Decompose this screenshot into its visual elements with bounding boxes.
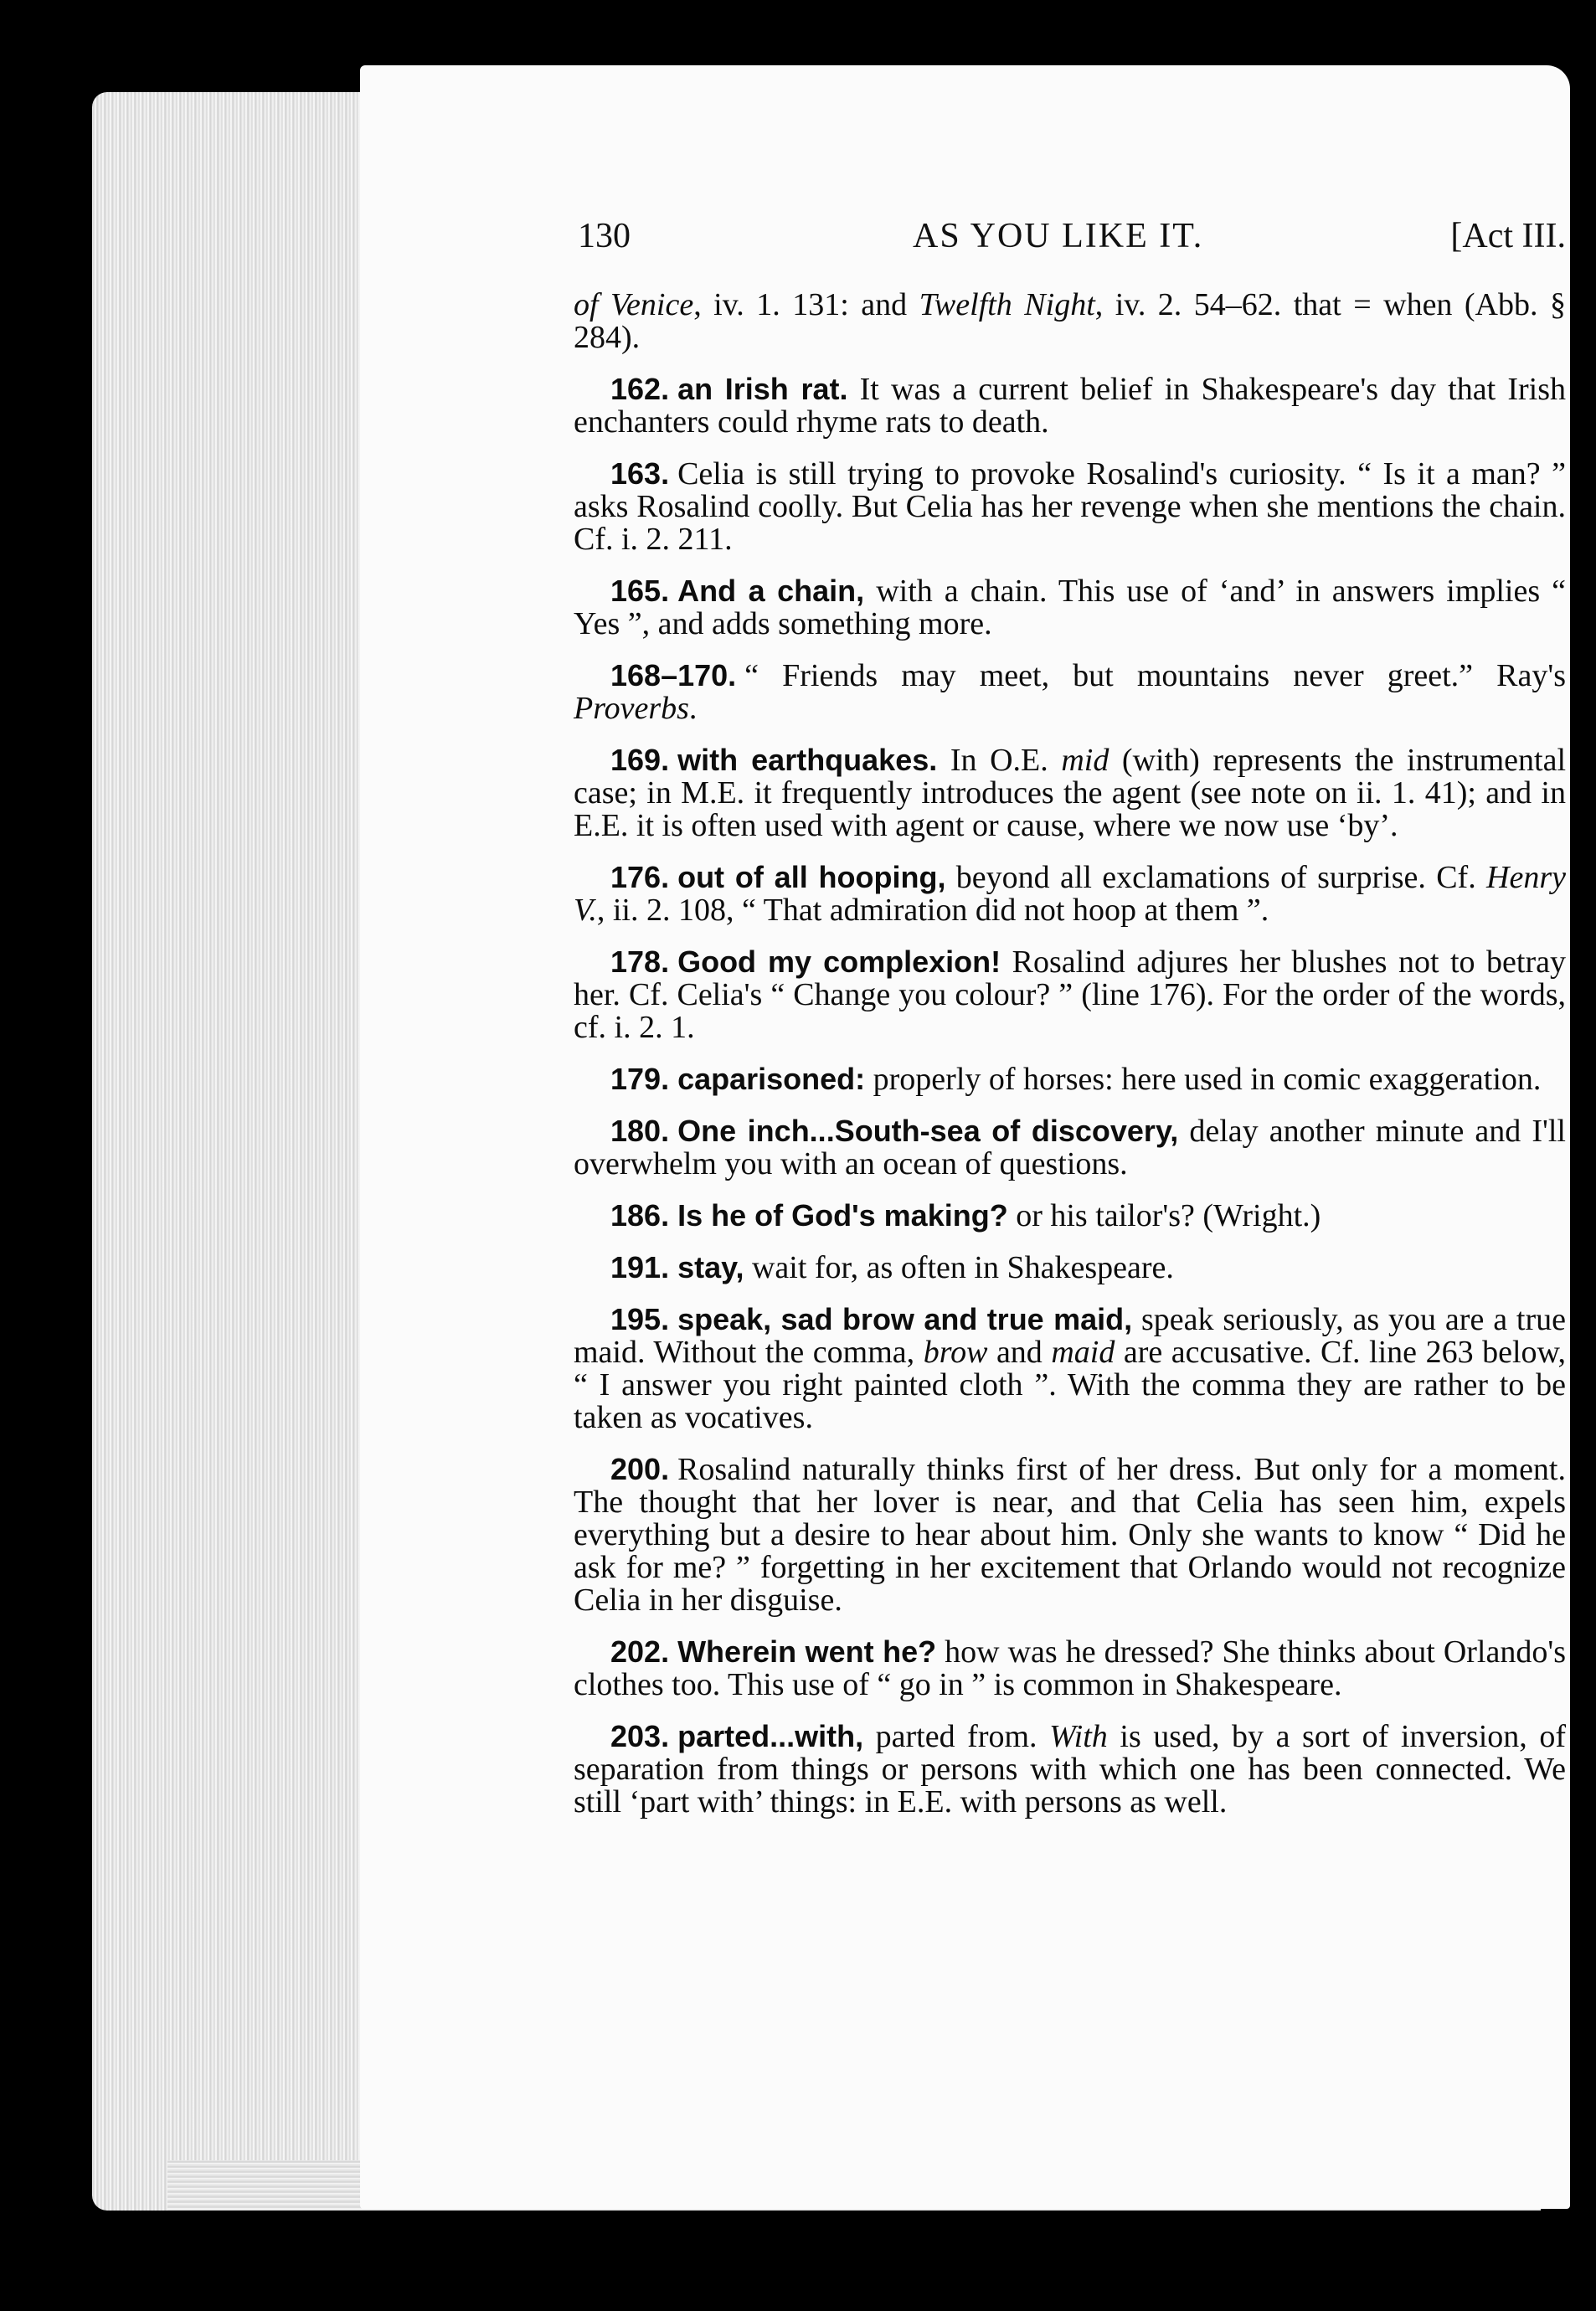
running-title: AS YOU LIKE IT. (913, 217, 1204, 255)
note-paragraph (574, 1063, 1566, 1096)
line-number: 202. (610, 1634, 670, 1669)
act-label: [Act III. (1450, 217, 1566, 255)
page-number: 130 (578, 217, 631, 255)
note-paragraph (574, 1303, 1566, 1434)
italic-text: maid (1051, 1335, 1115, 1370)
lemma: One inch...South-sea of discovery, (677, 1114, 1179, 1148)
lemma: Good my complexion! (677, 944, 1001, 979)
note-text: It was a current belief in Shakespeare's day that Irish enchanters could rhyme rats to death. (574, 372, 1566, 440)
lemma: Wherein went he? (677, 1634, 937, 1669)
note-paragraph (574, 1114, 1566, 1181)
note-paragraph (574, 373, 1566, 439)
book-page-edges (92, 92, 368, 2211)
line-number: 162. (610, 372, 670, 406)
note-text: (with) represents the instrumental case; in M.E. it frequently introduces the agent (see note on ii. 1. 41); and in E.E. it is often used with agent or cause, where we now use ‘by’. (574, 743, 1566, 843)
italic-text: mid (1061, 743, 1109, 778)
line-number: 200. (610, 1452, 670, 1486)
note-text: beyond all exclamations of surprise. Cf. (945, 860, 1487, 895)
lemma: stay, (677, 1250, 744, 1284)
lemma: out of all hooping, (677, 860, 946, 894)
note-text: In O.E. (937, 743, 1062, 778)
note-text: delay another minute and I'll overwhelm you with an ocean of questions. (574, 1114, 1566, 1181)
note-text: “ Friends may meet, but mountains never greet.” Ray's (744, 658, 1566, 693)
note-paragraph (574, 457, 1566, 556)
note-text: or his tailor's? (Wright.) (1007, 1198, 1321, 1233)
lemma: And a chain, (677, 574, 865, 608)
line-number: 203. (610, 1719, 670, 1753)
note-text: , iv. 1. 131: and (693, 287, 919, 322)
note-text: and (987, 1335, 1052, 1370)
line-number: 168–170. (610, 658, 737, 692)
line-number: 195. (610, 1302, 670, 1336)
italic-text: of Venice (574, 287, 694, 322)
note-paragraph (574, 289, 1566, 354)
note-text: speak seriously, as you are a true maid. Without the comma, (574, 1302, 1567, 1370)
lemma: with earthquakes. (677, 743, 938, 777)
note-text: , ii. 2. 108, “ That admiration did not hoop at them ”. (596, 893, 1269, 928)
note-text: wait for, as often in Shakespeare. (744, 1250, 1174, 1285)
lemma: an Irish rat. (677, 372, 848, 406)
note-text: are accusative. Cf. line 263 below, “ I answer you right painted cloth ”. With the comma they are rather to be taken as vocatives. (574, 1335, 1566, 1435)
line-number: 191. (610, 1250, 670, 1284)
line-number: 169. (610, 743, 670, 777)
note-text: how was he dressed? She thinks about Orlando's clothes too. This use of “ go in ” is common in Shakespeare. (574, 1634, 1566, 1702)
lemma: speak, sad brow and true maid, (677, 1302, 1133, 1336)
line-number: 176. (610, 860, 670, 894)
note-text: , iv. 2. 54–62. that = when (Abb. § 284). (574, 287, 1566, 355)
italic-text: brow (923, 1335, 988, 1370)
note-paragraph (574, 659, 1566, 725)
lemma: caparisoned: (677, 1062, 866, 1096)
note-text: with a chain. This use of ‘and’ in answers implies “ Yes ”, and adds something more. (574, 574, 1567, 641)
note-paragraph (574, 945, 1566, 1044)
line-number: 165. (610, 574, 670, 608)
italic-text: Proverbs (574, 691, 689, 726)
note-paragraph (574, 744, 1566, 842)
note-paragraph (574, 1453, 1566, 1617)
italic-text: Twelfth Night (919, 287, 1095, 322)
lemma: parted...with, (677, 1719, 864, 1753)
line-number: 178. (610, 944, 670, 979)
note-text: Rosalind naturally thinks first of her dress. But only for a moment. The thought that her lover is near, and that Celia has seen him, expels everything but a desire to hear about him. Only she wants to know “ Did he ask for me? ” forgetting in her excitement that Orlando would not recognize Celia in her disguise. (574, 1452, 1566, 1618)
note-paragraph (574, 1251, 1566, 1284)
line-number: 180. (610, 1114, 670, 1148)
note-paragraph (574, 574, 1566, 641)
note-paragraph (574, 1720, 1566, 1819)
note-paragraph (574, 861, 1566, 927)
line-number: 186. (610, 1198, 670, 1233)
note-text: Rosalind adjures her blushes not to betray her. Cf. Celia's “ Change you colour? ” (line 176). For the order of the words, cf. i. 2. 1. (574, 944, 1566, 1045)
line-number: 163. (610, 456, 670, 491)
note-text: . (688, 691, 698, 726)
note-text: Celia is still trying to provoke Rosalind's curiosity. “ Is it a man? ” asks Rosalind coolly. But Celia has her revenge when she mentions the chain. Cf. i. 2. 211. (574, 456, 1566, 557)
notes-body (574, 289, 1566, 1837)
note-paragraph (574, 1199, 1566, 1233)
note-text: is used, by a sort of inversion, of separation from things or persons with which one has been connected. We still ‘part with’ things: in E.E. with persons as well. (574, 1719, 1566, 1819)
note-paragraph (574, 1635, 1566, 1701)
note-text: properly of horses: here used in comic exaggeration. (865, 1062, 1542, 1097)
note-text: parted from. (863, 1719, 1050, 1754)
lemma: Is he of God's making? (677, 1198, 1008, 1233)
line-number: 179. (610, 1062, 670, 1096)
italic-text: Henry V. (574, 860, 1566, 928)
italic-text: With (1049, 1719, 1108, 1754)
running-header (578, 216, 1566, 266)
